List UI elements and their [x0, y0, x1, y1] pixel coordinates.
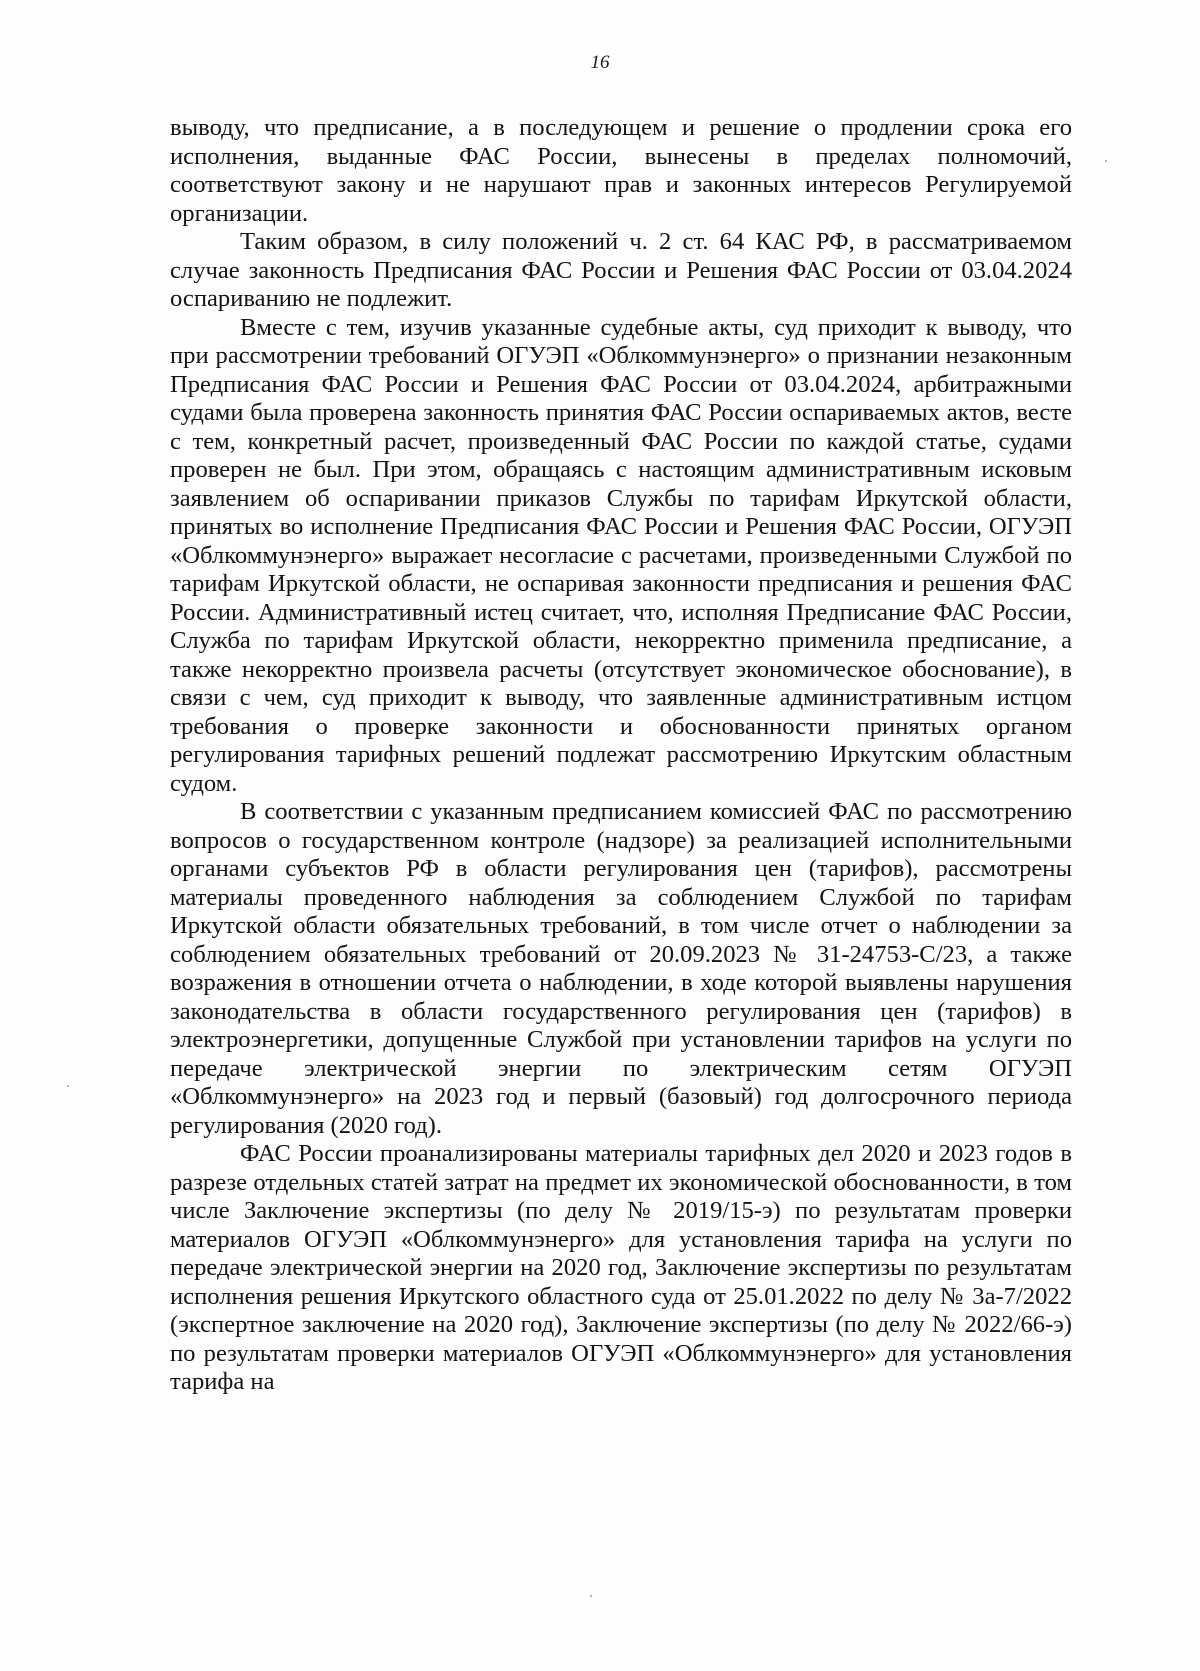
paragraph-fas-analysis: ФАС России проанализированы материалы тарифных дел 2020 и 2023 годов в разрезе отдельных статей затрат на предмет их экономической обоснованности, в том числе Заключение экспертизы (по делу № 2019/15-э) по результатам проверки материалов ОГУЭП «Облкоммунэнерго» для установления тарифа на услуги по передаче электрической энергии на 2020 год, Заключение экспертизы по результатам исполнения решения Иркутского областного суда от 25.01.2022 по делу № 3а-7/2022 (экспертное заключение на 2020 год), Заключение экспертизы (по делу № 2022/66-э) по результатам проверки материалов ОГУЭП «Облкоммунэнерго» для установления тарифа на — [170, 1140, 1072, 1395]
scan-speck — [1105, 160, 1107, 162]
page-number: 16 — [590, 52, 610, 73]
paragraph-court-finding: Вместе с тем, изучив указанные судебные акты, суд приходит к выводу, что при рассмотрении требований ОГУЭП «Облкоммунэнерго» о признании незаконным Предписания ФАС России и Решения ФАС России от 03.04.2024, арбитражными судами была проверена законность принятия ФАС России оспариваемых актов, весте с тем, конкретный расчет, произведенный ФАС России по каждой статье, судами проверен не был. При этом, обращаясь с настоящим административным исковым заявлением об оспаривании приказов Службы по тарифам Иркутской области, принятых во исполнение Предписания ФАС России и Решения ФАС России, ОГУЭП «Облкоммунэнерго» выражает несогласие с расчетами, произведенными Службой по тарифам Иркутской области, не оспаривая законности предписания и решения ФАС России. Административный истец считает, что, исполняя Предписание ФАС России, Служба по тарифам Иркутской области, некорректно применила предписание, а также некорректно произвела расчеты (отсутствует экономическое обоснование), в связи с чем, суд приходит к выводу, что заявленные административным истцом требования о проверке законности и обоснованности принятых органом регулирования тарифных решений подлежат рассмотрению Иркутским областным судом. — [170, 313, 1072, 797]
scan-speck — [590, 1595, 592, 1597]
scan-speck — [67, 1085, 69, 1087]
document-body — [170, 114, 1072, 1397]
paragraph-fas-commission: В соответствии с указанным предписанием комиссией ФАС по рассмотрению вопросов о государственном контроле (надзоре) за реализацией исполнительными органами субъектов РФ в области регулирования цен (тарифов), рассмотрены материалы проведенного наблюдения за соблюдением Службой по тарифам Иркутской области обязательных требований, в том числе отчет о наблюдении за соблюдением обязательных требований от 20.09.2023 № 31-24753-С/23, а также возражения в отношении отчета о наблюдении, в ходе которой выявлены нарушения законодательства в области государственного регулирования цен (тарифов) в электроэнергетики, допущенные Службой при установлении тарифов на услуги по передаче электрической энергии по электрическим сетям ОГУЭП «Облкоммунэнерго» на 2023 год и первый (базовый) год долгосрочного периода регулирования (2020 год). — [170, 798, 1072, 1139]
paragraph-continuation: выводу, что предписание, а в последующем и решение о продлении срока его исполнения, выданные ФАС России, вынесены в пределах полномочий, соответствуют закону и не нарушают прав и законных интересов Регулируемой организации. — [170, 114, 1072, 227]
paragraph-conclusion: Таким образом, в силу положений ч. 2 ст. 64 КАС РФ, в рассматриваемом случае законность Предписания ФАС России и Решения ФАС России от 03.04.2024 оспариванию не подлежит. — [170, 228, 1072, 312]
